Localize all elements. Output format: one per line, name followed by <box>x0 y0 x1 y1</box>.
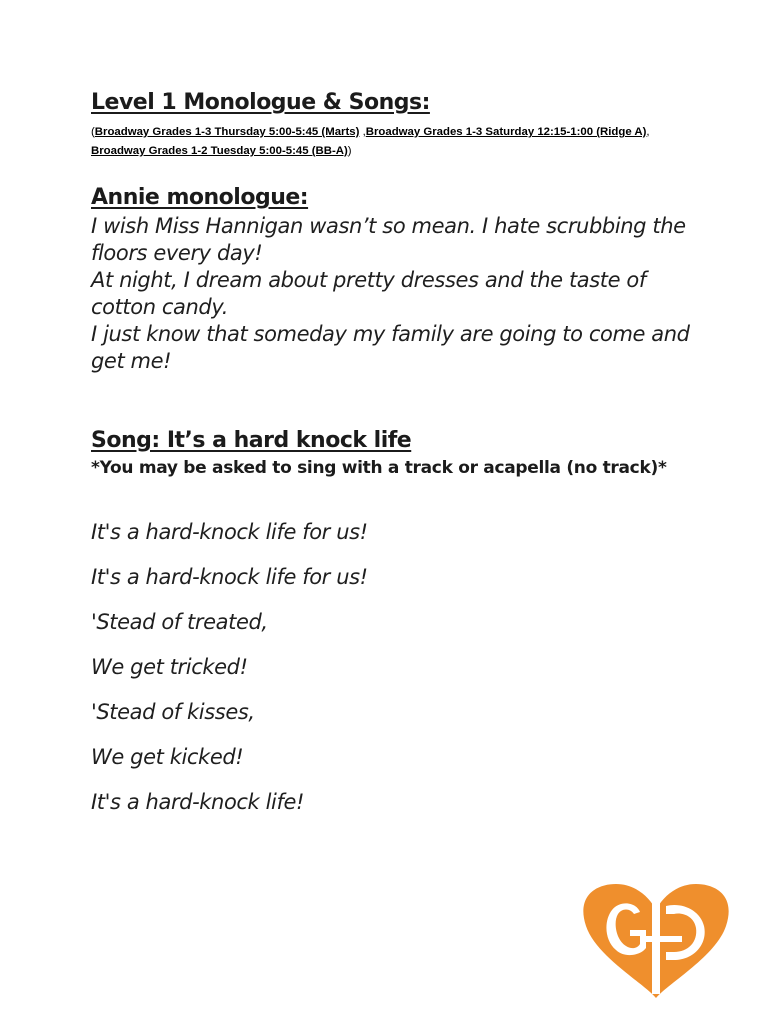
class-item-3: Broadway Grades 1-2 Tuesday 5:00-5:45 (BB-A) <box>91 145 348 157</box>
close-paren: ) <box>347 145 352 157</box>
open-paren: ( <box>91 126 95 138</box>
monologue-line: At night, I dream about pretty dresses and the taste of cotton candy. <box>91 268 646 319</box>
lyric-line: It's a hard-knock life! <box>91 790 304 814</box>
lyric-line: We get tricked! <box>91 655 248 679</box>
lyric-line: We get kicked! <box>91 745 244 769</box>
song-note: *You may be asked to sing with a track or acapella (no track)* <box>91 458 667 478</box>
monologue-line: I just know that someday my family are going to come and get me! <box>91 322 690 373</box>
class-schedule <box>91 123 661 161</box>
lyric-line: It's a hard-knock life for us! <box>91 520 368 544</box>
song-lyrics <box>91 515 591 830</box>
class-item-2: Broadway Grades 1-3 Saturday 12:15-1:00 (Ridge A) <box>365 126 647 138</box>
monologue-text <box>91 213 691 375</box>
separator: , <box>646 126 650 138</box>
song-title: Song: It’s a hard knock life <box>91 428 412 453</box>
lyric-line: 'Stead of treated, <box>91 610 268 634</box>
lyric-line: It's a hard-knock life for us! <box>91 565 368 589</box>
monologue-title: Annie monologue: <box>91 185 309 210</box>
lyric-line: 'Stead of kisses, <box>91 700 255 724</box>
separator: , <box>362 126 366 138</box>
page-title: Level 1 Monologue & Songs: <box>91 90 430 115</box>
class-item-1: Broadway Grades 1-3 Thursday 5:00-5:45 (Marts) <box>94 126 360 138</box>
heart-logo-icon <box>582 882 730 998</box>
monologue-line: I wish Miss Hannigan wasn’t so mean. I hate scrubbing the floors every day! <box>91 214 686 265</box>
